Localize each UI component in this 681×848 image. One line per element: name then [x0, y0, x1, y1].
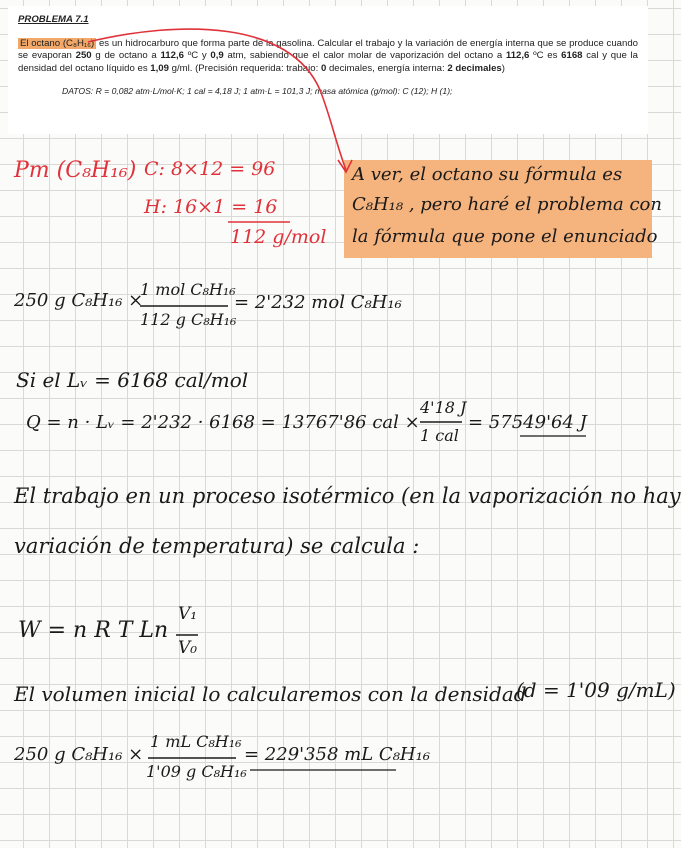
note-line-1: A ver, el octano su fórmula es	[352, 164, 623, 185]
moles-numerator: 1 mol C₈H₁₆	[140, 280, 236, 299]
hydrogen-calc: H: 16×1 = 16	[144, 196, 278, 218]
text-part: es un hidrocarburo que forma parte de la gasolina. Calcular el trabajo y la variación de energía interna que se produce cuando se evaporan	[18, 37, 638, 61]
heat-line: Q = n · Lᵥ = 2'232 · 6168 = 13767'86 cal ×	[26, 412, 420, 433]
heat-value: 6168	[561, 50, 583, 61]
precision-work: 0	[320, 62, 327, 74]
work-text-2: variación de temperatura) se calcula :	[14, 534, 420, 558]
text-part: atm, sabiendo que el calor molar de vaporización del octano a	[223, 50, 506, 61]
carbon-calc: C: 8×12 = 96	[144, 158, 276, 180]
volume-lhs: 250 g C₈H₁₆ ×	[14, 744, 144, 765]
note-line-2: C₈H₁₈ , pero haré el problema con	[352, 194, 662, 215]
text-part: )	[501, 62, 505, 74]
pm-label: Pm (C₈H₁₆)	[14, 158, 137, 183]
lv-line: Si el Lᵥ = 6168 cal/mol	[16, 368, 249, 392]
highlighted-octane: El octano (C₈H₁₆)	[20, 37, 95, 49]
volume-numerator: 1 mL C₈H₁₆	[150, 732, 242, 751]
work-denominator: V₀	[178, 638, 198, 658]
density-note: (d = 1'09 g/mL)	[516, 678, 676, 702]
datos-line: DATOS: R = 0,082 atm·L/mol·K; 1 cal = 4,18 J; 1 atm·L = 101,3 J; masa atómica (g/mol): C (12); H (1);	[62, 86, 453, 96]
work-formula: W = n R T Ln	[18, 618, 169, 643]
text-part: ºC es	[529, 50, 562, 61]
arrow-line	[88, 29, 346, 170]
text-part: decimales, energía interna:	[326, 62, 448, 74]
conversion-numerator: 4'18 J	[420, 398, 467, 417]
density-value: 1,09	[150, 62, 169, 74]
moles-denominator: 112 g C₈H₁₆	[140, 310, 237, 329]
text-part: g de octano a	[91, 50, 161, 61]
molar-mass-result: 112 g/mol	[230, 226, 327, 248]
mass-value: 250	[75, 50, 92, 61]
problem-title: PROBLEMA 7.1	[18, 14, 89, 25]
volume-result: = 229'358 mL C₈H₁₆	[244, 744, 431, 765]
heat-result: = 57549'64 J	[468, 412, 587, 433]
moles-result: = 2'232 mol C₈H₁₆	[234, 292, 402, 313]
pressure-value: 0,9	[210, 50, 224, 61]
note-line-3: la fórmula que pone el enunciado	[352, 226, 658, 247]
text-part: cal y que la densidad del octano líquido es	[18, 50, 638, 74]
temperature-value: 112,6	[160, 50, 184, 61]
conversion-denominator: 1 cal	[420, 426, 459, 445]
moles-lhs: 250 g C₈H₁₆ ×	[14, 290, 144, 311]
precision-energy: 2 decimales	[447, 62, 502, 74]
volume-text: El volumen inicial lo calcularemos con la densidad	[14, 682, 527, 706]
work-text-1: El trabajo en un proceso isotérmico (en la vaporización no hay	[14, 484, 681, 508]
work-numerator: V₁	[178, 604, 198, 624]
text-part: g/ml. (Precisión requerida: trabajo:	[168, 62, 321, 74]
text-part: ºC y	[183, 50, 211, 61]
volume-denominator: 1'09 g C₈H₁₆	[146, 762, 247, 781]
temperature-value: 112,6	[505, 50, 530, 61]
